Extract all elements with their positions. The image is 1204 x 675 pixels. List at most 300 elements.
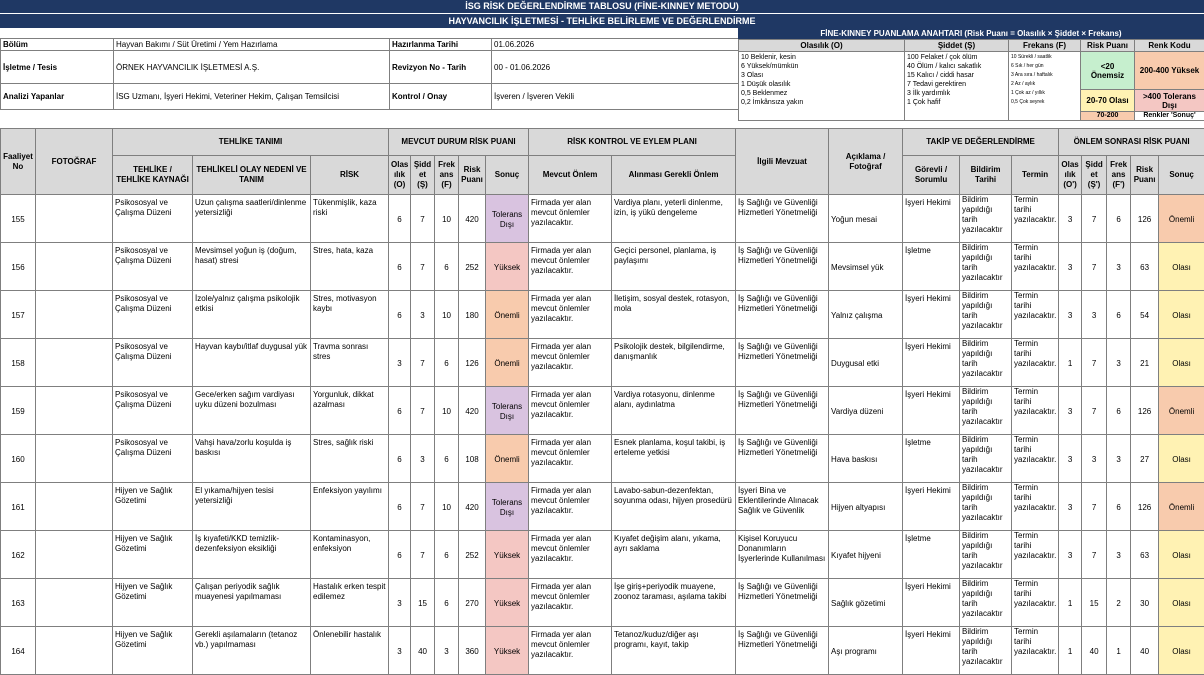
table-row (1, 243, 1204, 291)
key-renk-header: Renk Kodu (1135, 40, 1204, 52)
sonuc-cell: Tolerans Dışı (486, 195, 529, 243)
bolum-value: Hayvan Bakımı / Süt Üretimi / Yem Hazırlama (114, 39, 390, 51)
mevcut-cell: Firmada yer alan mevcut önlemler yazılacaktır. (529, 483, 612, 531)
mevzuat-cell: İş Sağlığı ve Güvenliği Hizmetleri Yönetmeliği (736, 339, 829, 387)
fotograf-header: FOTOĞRAF (36, 129, 113, 195)
bildirim-cell: Bildirim yapıldığı tarih yazılacaktır (960, 339, 1012, 387)
aciklama-cell: Yalnız çalışma (829, 291, 903, 339)
alinmasi-cell: Vardiya planı, yeterli dinlenme, izin, iş yükü dengeleme (612, 195, 736, 243)
key-frekans-header: Frekans (F) (1009, 40, 1081, 52)
key-olasi: 20-70 Olası (1081, 90, 1135, 112)
page-title: İSG RİSK DEĞERLENDİRME TABLOSU (FİNE-KINNEY METODU) (0, 0, 1204, 13)
sonuc2-cell: Olası (1159, 291, 1204, 339)
f-cell: 10 (435, 387, 459, 435)
mevzuat-cell: İş Sağlığı ve Güvenliği Hizmetleri Yönetmeliği (736, 291, 829, 339)
bildirim-cell: Bildirim yapıldığı tarih yazılacaktır (960, 195, 1012, 243)
o-cell: 3 (389, 339, 411, 387)
rp2-cell: 27 (1131, 435, 1159, 483)
s-cell: 7 (411, 195, 435, 243)
rp2-header: Risk Puanı (1131, 156, 1159, 195)
sonuc-cell: Önemli (486, 291, 529, 339)
o-cell: 6 (389, 435, 411, 483)
alinmasi-cell: Kıyafet değişim alanı, yıkama, ayrı saklama (612, 531, 736, 579)
photo-cell (36, 483, 113, 531)
sonuc-cell: Önemli (486, 435, 529, 483)
olay-cell: İzole/yalnız çalışma psikolojik etkisi (193, 291, 311, 339)
key-frekans-item: 1 Çok az / yıllık (1011, 89, 1078, 98)
mevzuat-cell: İş Sağlığı ve Güvenliği Hizmetleri Yönetmeliği (736, 579, 829, 627)
rp-cell: 420 (459, 195, 486, 243)
olay-cell: İş kıyafeti/KKD temizlik-dezenfeksiyon eksikliği (193, 531, 311, 579)
gorevli-cell: İşyeri Hekimi (903, 387, 960, 435)
table-row (1, 339, 1204, 387)
o-cell: 6 (389, 387, 411, 435)
termin-cell: Termin tarihi yazılacaktır. (1012, 339, 1059, 387)
key-siddet-header: Şiddet (Ş) (905, 40, 1009, 52)
hazirlanma-value: 01.06.2026 (492, 39, 739, 51)
s-cell: 7 (411, 339, 435, 387)
rp2-cell: 63 (1131, 531, 1159, 579)
tehlike-header: TEHLİKE / TEHLİKE KAYNAĞI (113, 156, 193, 195)
termin-cell: Termin tarihi yazılacaktır. (1012, 195, 1059, 243)
o2-cell: 3 (1059, 195, 1082, 243)
tehlike-cell: Hijyen ve Sağlık Gözetimi (113, 579, 193, 627)
s2-cell: 7 (1082, 387, 1107, 435)
isletme-value: ÖRNEK HAYVANCILIK İŞLETMESİ A.Ş. (114, 51, 390, 84)
aciklama-header: Açıklama / Fotoğraf (829, 129, 903, 195)
s2-cell: 3 (1082, 435, 1107, 483)
f2-cell: 3 (1107, 531, 1131, 579)
s-cell: 7 (411, 243, 435, 291)
f-cell: 10 (435, 195, 459, 243)
o-cell: 3 (389, 579, 411, 627)
key-frekans-item: 3 Ara sıra / haftalık (1011, 71, 1078, 80)
bildirim-cell: Bildirim yapıldığı tarih yazılacaktır (960, 387, 1012, 435)
mevcut-onlem-header: Mevcut Önlem (529, 156, 612, 195)
sonuc2-cell: Olası (1159, 531, 1204, 579)
o2-cell: 1 (1059, 579, 1082, 627)
sonuc-cell: Yüksek (486, 243, 529, 291)
mevzuat-cell: İş Sağlığı ve Güvenliği Hizmetleri Yönetmeliği (736, 243, 829, 291)
risk-kontrol-header: RİSK KONTROL VE EYLEM PLANI (529, 129, 736, 156)
key-siddet-item: 3 İlk yardımlık (907, 89, 1006, 98)
hazirlanma-label: Hazırlanma Tarihi (390, 39, 492, 51)
kontrol-value: İşveren / İşveren Vekili (492, 84, 739, 110)
photo-cell (36, 387, 113, 435)
o2-cell: 3 (1059, 435, 1082, 483)
o-cell: 6 (389, 195, 411, 243)
tehlike-cell: Hijyen ve Sağlık Gözetimi (113, 531, 193, 579)
f2-cell: 1 (1107, 627, 1131, 675)
mevzuat-cell: İş Sağlığı ve Güvenliği Hizmetleri Yönetmeliği (736, 387, 829, 435)
mevzuat-cell: İş Sağlığı ve Güvenliği Hizmetleri Yönetmeliği (736, 195, 829, 243)
tehlike-cell: Psikososyal ve Çalışma Düzeni (113, 339, 193, 387)
bildirim-cell: Bildirim yapıldığı tarih yazılacaktır (960, 531, 1012, 579)
rp-cell: 126 (459, 339, 486, 387)
aciklama-cell: Hijyen altyapısı (829, 483, 903, 531)
alinmasi-cell: Psikolojik destek, bilgilendirme, danışmanlık (612, 339, 736, 387)
sonuc2-cell: Olası (1159, 579, 1204, 627)
no-cell: 160 (1, 435, 36, 483)
o-cell: 6 (389, 531, 411, 579)
key-title: FİNE-KINNEY PUANLAMA ANAHTARI (Risk Puanı = Olasılık × Şiddet × Frekans) (738, 28, 1204, 39)
key-olasilik-item: 3 Olası (741, 71, 902, 80)
olay-cell: Gerekli aşılamaların (tetanoz vb.) yapılmaması (193, 627, 311, 675)
analiz-value: İSG Uzmanı, İşyeri Hekimi, Veteriner Hekim, Çalışan Temsilcisi (114, 84, 390, 110)
key-frekans-item: 6 Sık / her gün (1011, 62, 1078, 71)
f-cell: 6 (435, 435, 459, 483)
o2-header: Olas ılık (O') (1059, 156, 1082, 195)
mevzuat-header: İlgili Mevzuat (736, 129, 829, 195)
tehlike-cell: Psikososyal ve Çalışma Düzeni (113, 387, 193, 435)
o-cell: 6 (389, 243, 411, 291)
f-cell: 10 (435, 483, 459, 531)
olay-cell: Mevsimsel yoğun iş (doğum, hasat) stresi (193, 243, 311, 291)
olay-header: TEHLİKELİ OLAY NEDENİ VE TANIM (193, 156, 311, 195)
key-renk-note: Renkler 'Sonuç' (1135, 112, 1204, 121)
table-row (1, 387, 1204, 435)
alinmasi-cell: Esnek planlama, koşul takibi, iş erteleme yetkisi (612, 435, 736, 483)
bildirim-header: Bildirim Tarihi (960, 156, 1012, 195)
no-cell: 164 (1, 627, 36, 675)
aciklama-cell: Vardiya düzeni (829, 387, 903, 435)
rp2-cell: 126 (1131, 387, 1159, 435)
key-siddet-item: 1 Çok hafif (907, 98, 1006, 107)
f2-cell: 6 (1107, 291, 1131, 339)
key-siddet-item: 7 Tedavi gerektiren (907, 80, 1006, 89)
olay-cell: Vahşi hava/zorlu koşulda iş baskısı (193, 435, 311, 483)
s2-cell: 7 (1082, 483, 1107, 531)
rp-cell: 252 (459, 243, 486, 291)
f2-cell: 6 (1107, 195, 1131, 243)
mevcut-cell: Firmada yer alan mevcut önlemler yazılacaktır. (529, 339, 612, 387)
termin-cell: Termin tarihi yazılacaktır. (1012, 435, 1059, 483)
f2-header: Frek ans (F') (1107, 156, 1131, 195)
f2-cell: 6 (1107, 387, 1131, 435)
no-cell: 155 (1, 195, 36, 243)
mevcut-cell: Firmada yer alan mevcut önlemler yazılacaktır. (529, 531, 612, 579)
key-olasilik-item: 0,5 Beklenmez (741, 89, 902, 98)
risk-cell: Enfeksiyon yayılımı (311, 483, 389, 531)
risk-cell: Önlenebilir hastalık (311, 627, 389, 675)
key-frekans-item: 0,5 Çok seyrek (1011, 98, 1078, 107)
f-cell: 10 (435, 291, 459, 339)
o-cell: 3 (389, 627, 411, 675)
no-cell: 162 (1, 531, 36, 579)
mevzuat-cell: İşyeri Bina ve Eklentilerinde Alınacak Sağlık ve Güvenlik (736, 483, 829, 531)
rp2-cell: 126 (1131, 483, 1159, 531)
bildirim-cell: Bildirim yapıldığı tarih yazılacaktır (960, 483, 1012, 531)
f2-cell: 3 (1107, 339, 1131, 387)
key-tolerans: >400 Tolerans Dışı (1135, 90, 1204, 112)
o2-cell: 3 (1059, 531, 1082, 579)
o2-cell: 3 (1059, 291, 1082, 339)
key-siddet-item: 40 Ölüm / kalıcı sakatlık (907, 62, 1006, 71)
termin-cell: Termin tarihi yazılacaktır. (1012, 291, 1059, 339)
mevzuat-cell: Kişisel Koruyucu Donanımların İşyerlerinde Kullanılması (736, 531, 829, 579)
no-cell: 158 (1, 339, 36, 387)
analiz-label: Analizi Yapanlar (1, 84, 114, 110)
table-row (1, 531, 1204, 579)
rp2-cell: 30 (1131, 579, 1159, 627)
gorevli-cell: İşyeri Hekimi (903, 579, 960, 627)
gorevli-cell: İşletme (903, 243, 960, 291)
no-cell: 161 (1, 483, 36, 531)
risk-header: RİSK (311, 156, 389, 195)
s2-cell: 7 (1082, 243, 1107, 291)
gorevli-cell: İşyeri Hekimi (903, 291, 960, 339)
gorevli-cell: İşletme (903, 435, 960, 483)
tehlike-cell: Psikososyal ve Çalışma Düzeni (113, 243, 193, 291)
mevcut-cell: Firmada yer alan mevcut önlemler yazılacaktır. (529, 195, 612, 243)
s-cell: 15 (411, 579, 435, 627)
key-olasilik-item: 0,2 İmkânsıza yakın (741, 98, 902, 107)
risk-cell: Stres, motivasyon kaybı (311, 291, 389, 339)
mevzuat-cell: İş Sağlığı ve Güvenliği Hizmetleri Yönetmeliği (736, 435, 829, 483)
no-cell: 163 (1, 579, 36, 627)
o-header: Olas ılık (O) (389, 156, 411, 195)
termin-cell: Termin tarihi yazılacaktır. (1012, 531, 1059, 579)
photo-cell (36, 339, 113, 387)
o2-cell: 3 (1059, 483, 1082, 531)
s2-cell: 7 (1082, 339, 1107, 387)
aciklama-cell: Mevsimsel yük (829, 243, 903, 291)
mevcut-cell: Firmada yer alan mevcut önlemler yazılacaktır. (529, 243, 612, 291)
photo-cell (36, 435, 113, 483)
risk-cell: Tükenmişlik, kaza riski (311, 195, 389, 243)
rp-cell: 360 (459, 627, 486, 675)
tehlike-cell: Hijyen ve Sağlık Gözetimi (113, 627, 193, 675)
mevcut-cell: Firmada yer alan mevcut önlemler yazılacaktır. (529, 387, 612, 435)
sonuc2-header: Sonuç (1159, 156, 1204, 195)
photo-cell (36, 531, 113, 579)
f-cell: 6 (435, 339, 459, 387)
gorevli-cell: İşyeri Hekimi (903, 483, 960, 531)
sonuc2-cell: Önemli (1159, 195, 1204, 243)
no-cell: 157 (1, 291, 36, 339)
gorevli-cell: İşyeri Hekimi (903, 627, 960, 675)
f2-cell: 2 (1107, 579, 1131, 627)
o2-cell: 3 (1059, 387, 1082, 435)
aciklama-cell: Hava baskısı (829, 435, 903, 483)
rp-cell: 270 (459, 579, 486, 627)
aciklama-cell: Duygusal etki (829, 339, 903, 387)
key-frekans-item: 2 Az / aylık (1011, 80, 1078, 89)
photo-cell (36, 627, 113, 675)
s-cell: 7 (411, 531, 435, 579)
table-row (1, 435, 1204, 483)
alinmasi-cell: Lavabo-sabun-dezenfektan, soyunma odası, hijyen prosedürü (612, 483, 736, 531)
alinmasi-cell: Geçici personel, planlama, iş paylaşımı (612, 243, 736, 291)
aciklama-cell: Aşı programı (829, 627, 903, 675)
mevcut-durum-header: MEVCUT DURUM RİSK PUANI (389, 129, 529, 156)
aciklama-cell: Kıyafet hijyeni (829, 531, 903, 579)
bildirim-cell: Bildirim yapıldığı tarih yazılacaktır (960, 579, 1012, 627)
o2-cell: 3 (1059, 243, 1082, 291)
s2-cell: 7 (1082, 531, 1107, 579)
no-cell: 156 (1, 243, 36, 291)
termin-cell: Termin tarihi yazılacaktır. (1012, 483, 1059, 531)
olay-cell: Çalışan periyodik sağlık muayenesi yapılmaması (193, 579, 311, 627)
gorevli-cell: İşyeri Hekimi (903, 195, 960, 243)
sonuc2-cell: Olası (1159, 435, 1204, 483)
alinmasi-cell: İşe giriş+periyodik muayene, zoonoz taraması, aşılama takibi (612, 579, 736, 627)
s-cell: 3 (411, 291, 435, 339)
mevcut-cell: Firmada yer alan mevcut önlemler yazılacaktır. (529, 291, 612, 339)
rp2-cell: 63 (1131, 243, 1159, 291)
key-yuksek: 200-400 Yüksek (1135, 52, 1204, 90)
bildirim-cell: Bildirim yapıldığı tarih yazılacaktır (960, 243, 1012, 291)
key-siddet-item: 100 Felaket / çok ölüm (907, 53, 1006, 62)
risk-cell: Stres, hata, kaza (311, 243, 389, 291)
alinmasi-cell: Vardiya rotasyonu, dinlenme alanı, aydınlatma (612, 387, 736, 435)
table-row (1, 579, 1204, 627)
key-onemsiz: <20 Önemsiz (1081, 52, 1135, 90)
takip-header: TAKİP VE DEĞERLENDİRME (903, 129, 1059, 156)
photo-cell (36, 579, 113, 627)
risk-cell: Kontaminasyon, enfeksiyon (311, 531, 389, 579)
aciklama-cell: Yoğun mesai (829, 195, 903, 243)
s-cell: 3 (411, 435, 435, 483)
risk-cell: Travma sonrası stres (311, 339, 389, 387)
sonuc-cell: Yüksek (486, 627, 529, 675)
bildirim-cell: Bildirim yapıldığı tarih yazılacaktır (960, 435, 1012, 483)
photo-cell (36, 243, 113, 291)
f2-cell: 3 (1107, 243, 1131, 291)
alinmasi-header: Alınması Gerekli Önlem (612, 156, 736, 195)
sonuc2-cell: Olası (1159, 243, 1204, 291)
rp-cell: 420 (459, 483, 486, 531)
rp-cell: 420 (459, 387, 486, 435)
tehlike-cell: Psikososyal ve Çalışma Düzeni (113, 291, 193, 339)
rp2-cell: 54 (1131, 291, 1159, 339)
olay-cell: El yıkama/hijyen tesisi yetersizliği (193, 483, 311, 531)
bolum-label: Bölüm (1, 39, 114, 51)
key-siddet-item: 15 Kalıcı / ciddi hasar (907, 71, 1006, 80)
olay-cell: Hayvan kaybı/itlaf duygusal yük (193, 339, 311, 387)
s2-header: Şidd et (Ş') (1082, 156, 1107, 195)
sonuc2-cell: Önemli (1159, 387, 1204, 435)
s2-cell: 7 (1082, 195, 1107, 243)
key-risk-header: Risk Puanı (1081, 40, 1135, 52)
key-olasilik-item: 1 Düşük olasılık (741, 80, 902, 89)
risk-cell: Yorgunluk, dikkat azalması (311, 387, 389, 435)
rp-cell: 252 (459, 531, 486, 579)
sonuc-cell: Yüksek (486, 579, 529, 627)
sonuc2-cell: Önemli (1159, 483, 1204, 531)
risk-cell: Hastalık erken tespit edilemez (311, 579, 389, 627)
f-cell: 3 (435, 627, 459, 675)
sonuc2-cell: Olası (1159, 339, 1204, 387)
mevcut-cell: Firmada yer alan mevcut önlemler yazılacaktır. (529, 579, 612, 627)
tehlike-tanimi-header: TEHLİKE TANIMI (113, 129, 389, 156)
revizyon-label: Revizyon No - Tarih (390, 51, 492, 84)
table-row (1, 627, 1204, 675)
sonuc-header: Sonuç (486, 156, 529, 195)
f-cell: 6 (435, 579, 459, 627)
alinmasi-cell: Tetanoz/kuduz/diğer aşı programı, kayıt, takip (612, 627, 736, 675)
f-header: Frek ans (F) (435, 156, 459, 195)
tehlike-cell: Psikososyal ve Çalışma Düzeni (113, 195, 193, 243)
rp2-cell: 40 (1131, 627, 1159, 675)
photo-cell (36, 291, 113, 339)
page-subtitle: HAYVANCILIK İŞLETMESİ - TEHLİKE BELİRLEME VE DEĞERLENDİRME (0, 13, 1204, 28)
mevzuat-cell: İş Sağlığı ve Güvenliği Hizmetleri Yönetmeliği (736, 627, 829, 675)
key-onemli: 70-200 (1081, 112, 1135, 121)
revizyon-value: 00 - 01.06.2026 (492, 51, 739, 84)
termin-cell: Termin tarihi yazılacaktır. (1012, 387, 1059, 435)
sonuc-cell: Önemli (486, 339, 529, 387)
mevcut-cell: Firmada yer alan mevcut önlemler yazılacaktır. (529, 435, 612, 483)
aciklama-cell: Sağlık gözetimi (829, 579, 903, 627)
sonuc-cell: Tolerans Dışı (486, 483, 529, 531)
sonuc2-cell: Olası (1159, 627, 1204, 675)
s2-cell: 3 (1082, 291, 1107, 339)
termin-cell: Termin tarihi yazılacaktır. (1012, 243, 1059, 291)
risk-table (0, 128, 1204, 675)
rp-cell: 180 (459, 291, 486, 339)
photo-cell (36, 195, 113, 243)
kontrol-label: Kontrol / Onay (390, 84, 492, 110)
s2-cell: 40 (1082, 627, 1107, 675)
termin-cell: Termin tarihi yazılacaktır. (1012, 579, 1059, 627)
isletme-label: İşletme / Tesis (1, 51, 114, 84)
gorevli-cell: İşletme (903, 531, 960, 579)
faaliyet-header: Faaliyet No (1, 129, 36, 195)
s-cell: 40 (411, 627, 435, 675)
s-cell: 7 (411, 387, 435, 435)
rp2-cell: 126 (1131, 195, 1159, 243)
tehlike-cell: Psikososyal ve Çalışma Düzeni (113, 435, 193, 483)
scoring-key (738, 39, 1204, 121)
sonuc-cell: Tolerans Dışı (486, 387, 529, 435)
onlem-sonrasi-header: ÖNLEM SONRASI RİSK PUANI (1059, 129, 1204, 156)
table-row (1, 291, 1204, 339)
table-row (1, 483, 1204, 531)
termin-header: Termin (1012, 156, 1059, 195)
s-cell: 7 (411, 483, 435, 531)
olay-cell: Uzun çalışma saatleri/dinlenme yetersizliği (193, 195, 311, 243)
s2-cell: 15 (1082, 579, 1107, 627)
rp-cell: 108 (459, 435, 486, 483)
key-olasilik-item: 10 Beklenir, kesin (741, 53, 902, 62)
mevcut-cell: Firmada yer alan mevcut önlemler yazılacaktır. (529, 627, 612, 675)
termin-cell: Termin tarihi yazılacaktır. (1012, 627, 1059, 675)
info-table (0, 38, 739, 110)
risk-cell: Stres, sağlık riski (311, 435, 389, 483)
bildirim-cell: Bildirim yapıldığı tarih yazılacaktır (960, 627, 1012, 675)
rp-header: Risk Puanı (459, 156, 486, 195)
sonuc-cell: Yüksek (486, 531, 529, 579)
o-cell: 6 (389, 483, 411, 531)
o2-cell: 1 (1059, 339, 1082, 387)
rp2-cell: 21 (1131, 339, 1159, 387)
gorevli-header: Görevli / Sorumlu (903, 156, 960, 195)
key-frekans-item: 10 Sürekli / saatlik (1011, 53, 1078, 62)
f2-cell: 3 (1107, 435, 1131, 483)
table-row (1, 195, 1204, 243)
o-cell: 6 (389, 291, 411, 339)
tehlike-cell: Hijyen ve Sağlık Gözetimi (113, 483, 193, 531)
gorevli-cell: İşyeri Hekimi (903, 339, 960, 387)
olay-cell: Gece/erken sağım vardiyası uyku düzeni bozulması (193, 387, 311, 435)
s-header: Şidd et (Ş) (411, 156, 435, 195)
o2-cell: 1 (1059, 627, 1082, 675)
bildirim-cell: Bildirim yapıldığı tarih yazılacaktır (960, 291, 1012, 339)
f-cell: 6 (435, 531, 459, 579)
alinmasi-cell: İletişim, sosyal destek, rotasyon, mola (612, 291, 736, 339)
no-cell: 159 (1, 387, 36, 435)
